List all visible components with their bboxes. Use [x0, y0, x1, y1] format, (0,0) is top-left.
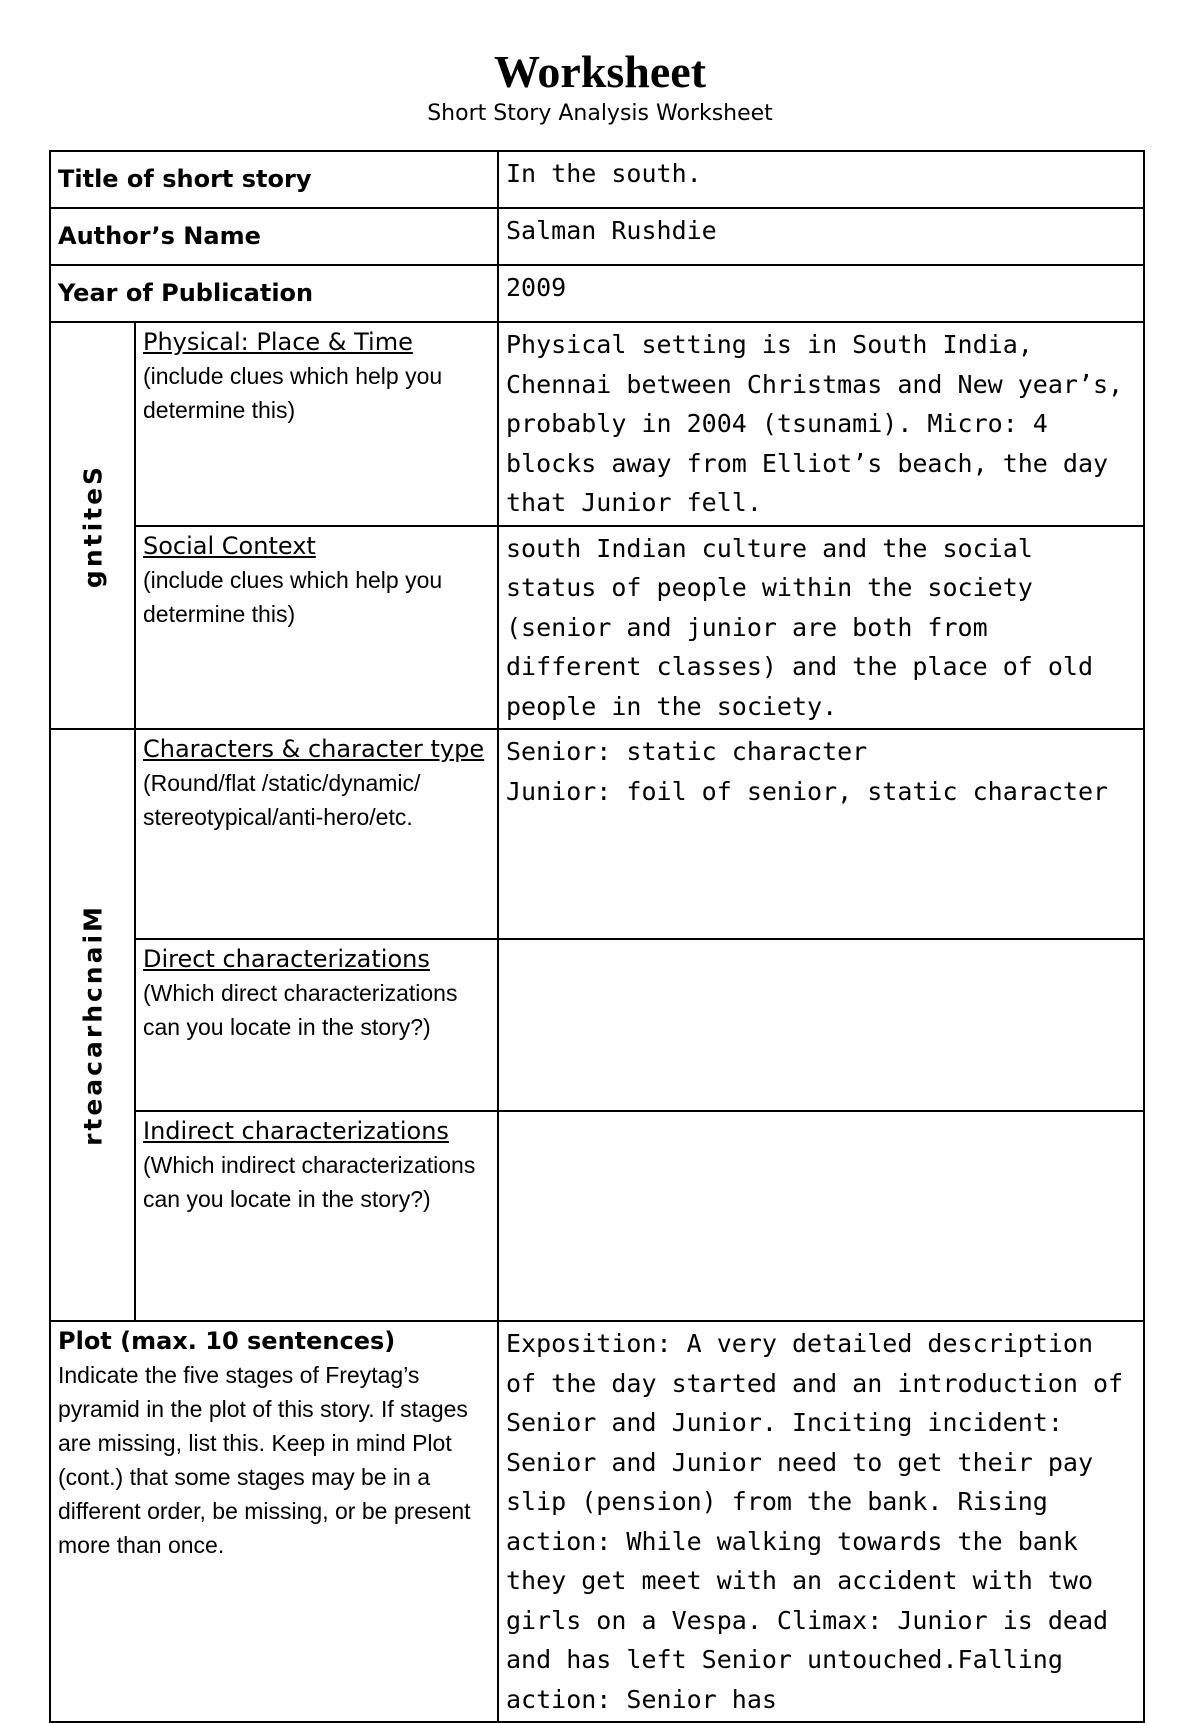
characters-group-cell [50, 729, 135, 1321]
physical-answer: Physical setting is in South India, Chennai between Christmas and New year’s, probably in 2004 (tsunami). Micro: 4 blocks away from Elliot’s beach, the day that Junior fell. [498, 322, 1144, 526]
indirect-answer [498, 1111, 1144, 1321]
page-subtitle: Short Story Analysis Worksheet [427, 101, 773, 126]
table-row [50, 208, 1144, 265]
plot-hint: Indicate the five stages of Freytag’s pyramid in the plot of this story. If stages are missing, list this. Keep in mind Plot (cont.) that some stages may be in a different order, be missing, or be present more than once. [58, 1362, 471, 1558]
social-heading: Social Context [143, 531, 316, 560]
setting-group-cell [50, 322, 135, 729]
page-title: Worksheet [493, 46, 707, 97]
social-prompt-cell [135, 526, 498, 730]
title-label: Title of short story [50, 151, 498, 208]
table-row [50, 1111, 1144, 1321]
plot-prompt-cell [50, 1321, 498, 1722]
table-row [50, 729, 1144, 939]
physical-heading: Physical: Place & Time [143, 328, 413, 356]
types-hint: (Round/flat /static/dynamic/ stereotypical/anti-hero/etc. [143, 770, 421, 830]
table-row [50, 1321, 1144, 1722]
plot-answer: Exposition: A very detailed description of the day started and an introduction of Senior and Junior. Inciting incident: Senior and Junior need to get their pay slip (pension) from the bank. Rising action: While walking towards the bank they get meet with an accident with two girls on a Vespa. Climax: Junior is dead and has left Senior untouched.Falling action: Senior has [498, 1321, 1144, 1722]
direct-prompt-cell [135, 939, 498, 1111]
table-row [50, 526, 1144, 730]
social-hint: (include clues which help you determine this) [143, 566, 443, 627]
direct-heading: Direct characterizations [143, 945, 430, 973]
types-prompt-cell [135, 729, 498, 939]
table-row [50, 322, 1144, 526]
worksheet-table [49, 150, 1145, 1723]
types-answer-line-1: Senior: static character [506, 737, 868, 766]
direct-answer [498, 939, 1144, 1111]
physical-hint: (include clues which help you determine this) [143, 363, 443, 423]
year-value: 2009 [498, 265, 1144, 322]
characters-group-label: rteacarhcnaiM [78, 904, 107, 1146]
author-value: Salman Rushdie [498, 208, 1144, 265]
plot-heading: Plot (max. 10 sentences) [58, 1327, 396, 1355]
indirect-heading: Indirect characterizations [143, 1117, 449, 1145]
types-answer-line-2: Junior: foil of senior, static character [506, 776, 1109, 806]
table-row [50, 939, 1144, 1111]
indirect-prompt-cell [135, 1111, 498, 1321]
table-row [50, 265, 1144, 322]
year-label: Year of Publication [50, 265, 498, 322]
social-answer: south Indian culture and the social status of people within the society (senior and junior are both from different classes) and the place of old people in the society. [498, 526, 1144, 730]
setting-group-label: gntiteS [78, 463, 107, 588]
table-row [50, 151, 1144, 208]
title-value: In the south. [498, 151, 1144, 208]
direct-hint: (Which direct characterizations can you locate in the story?) [143, 980, 458, 1040]
types-answer-cell [498, 729, 1144, 939]
physical-prompt-cell [135, 322, 498, 526]
types-heading: Characters & character type [143, 735, 485, 763]
indirect-hint: (Which indirect characterizations can you locate in the story?) [143, 1152, 476, 1212]
author-label: Author’s Name [50, 208, 498, 265]
